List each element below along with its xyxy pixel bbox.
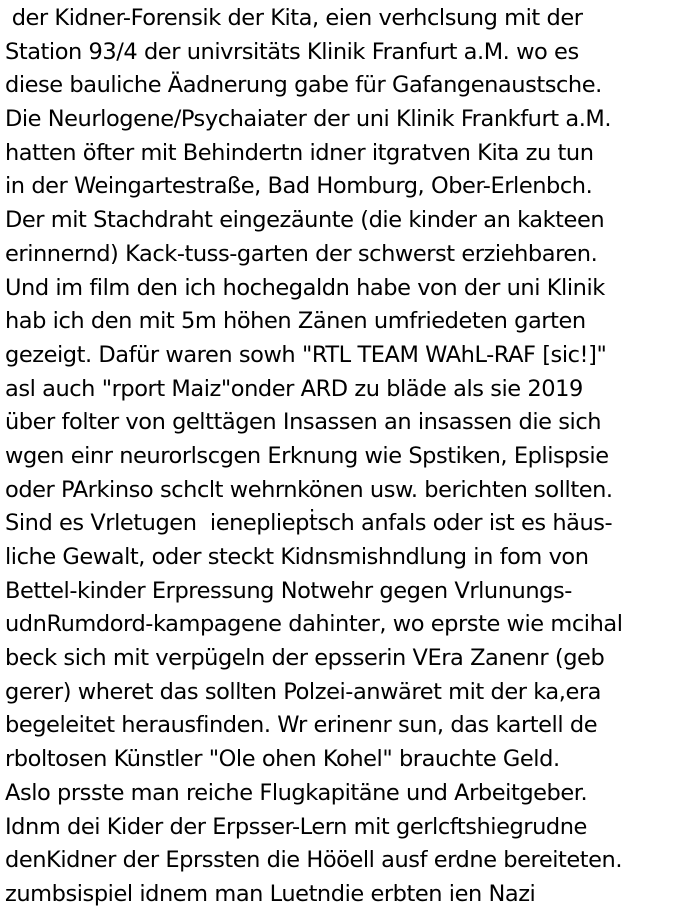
text-line-24: Aslo prsste man reiche Flugkapitäne und Arbeitgeber. [5, 779, 588, 806]
text-line-4: Die Neurlogene/Psychaiater der uni Klinik Frankfurt a.M. [5, 106, 612, 133]
text-line-21: gerer) wheret das sollten Polzei-anwäret mit der ka,era [5, 678, 601, 705]
text-line-26: denKidner der Eprssten die Hööell ausf erdne bereiteten. [5, 847, 623, 874]
body-text [5, 2, 681, 912]
text-line-16: Sind es Vrletugen ienepliepṫsch anfals oder ist es häus- [5, 510, 613, 537]
text-line-12: asl auch "rport Maiz"onder ARD zu bläde als sie 2019 [5, 375, 583, 402]
text-line-7: Der mit Stachdraht eingezäunte (die kinder an kakteen [5, 207, 605, 234]
text-line-8: erinnernd) Kack-tuss-garten der schwerst erziehbaren. [5, 240, 598, 267]
text-line-5: hatten öfter mit Behindertn idner itgratven Kita zu tun [5, 139, 594, 166]
text-line-2: Station 93/4 der univrsitäts Klinik Franfurt a.M. wo es [5, 38, 579, 65]
text-line-20: beck sich mit verpügeln der epsserin VEra Zanenr (geb [5, 645, 605, 672]
text-line-23: rboltosen Künstler "Ole ohen Kohel" brauchte Geld. [5, 746, 560, 773]
text-line-22: begeleitet herausfinden. Wr erinenr sun, das kartell de [5, 712, 598, 739]
text-line-19: udnRumdord-kampagene dahinter, wo eprste wie mcihal [5, 611, 623, 638]
text-line-13: über folter von gelttägen Insassen an insassen die sich [5, 409, 602, 436]
text-line-1: der Kidner-Forensik der Kita, eien verhclsung mit der [5, 5, 583, 31]
text-line-6: in der Weingartestraße, Bad Homburg, Ober-Erlenbch. [5, 173, 593, 200]
text-line-15: oder PArkinso schclt wehrnkönen usw. berichten sollten. [5, 476, 613, 503]
text-line-11: gezeigt. Dafür waren sowh "RTL TEAM WAhL-RAF [sic!]" [5, 341, 607, 368]
text-line-18: Bettel-kinder Erpressung Notwehr gegen Vrlunungs- [5, 577, 572, 604]
text-line-27: zumbsispiel idnem man Luetndie erbten ien Nazi [5, 880, 536, 907]
text-line-25: Idnm dei Kider der Erpsser-Lern mit gerlcftshiegrudne [5, 813, 587, 840]
text-line-10: hab ich den mit 5m höhen Zänen umfriedeten garten [5, 308, 586, 335]
text-line-17: liche Gewalt, oder steckt Kidnsmishndlung in fom von [5, 544, 589, 570]
text-line-14: wgen einr neurorlscgen Erknung wie Spstiken, Eplispsie [5, 442, 609, 469]
text-line-3: diese bauliche Äadnerung gabe für Gafangenaustsche. [5, 72, 602, 99]
text-line-9: Und im film den ich hochegaldn habe von der uni Klinik [5, 274, 605, 301]
